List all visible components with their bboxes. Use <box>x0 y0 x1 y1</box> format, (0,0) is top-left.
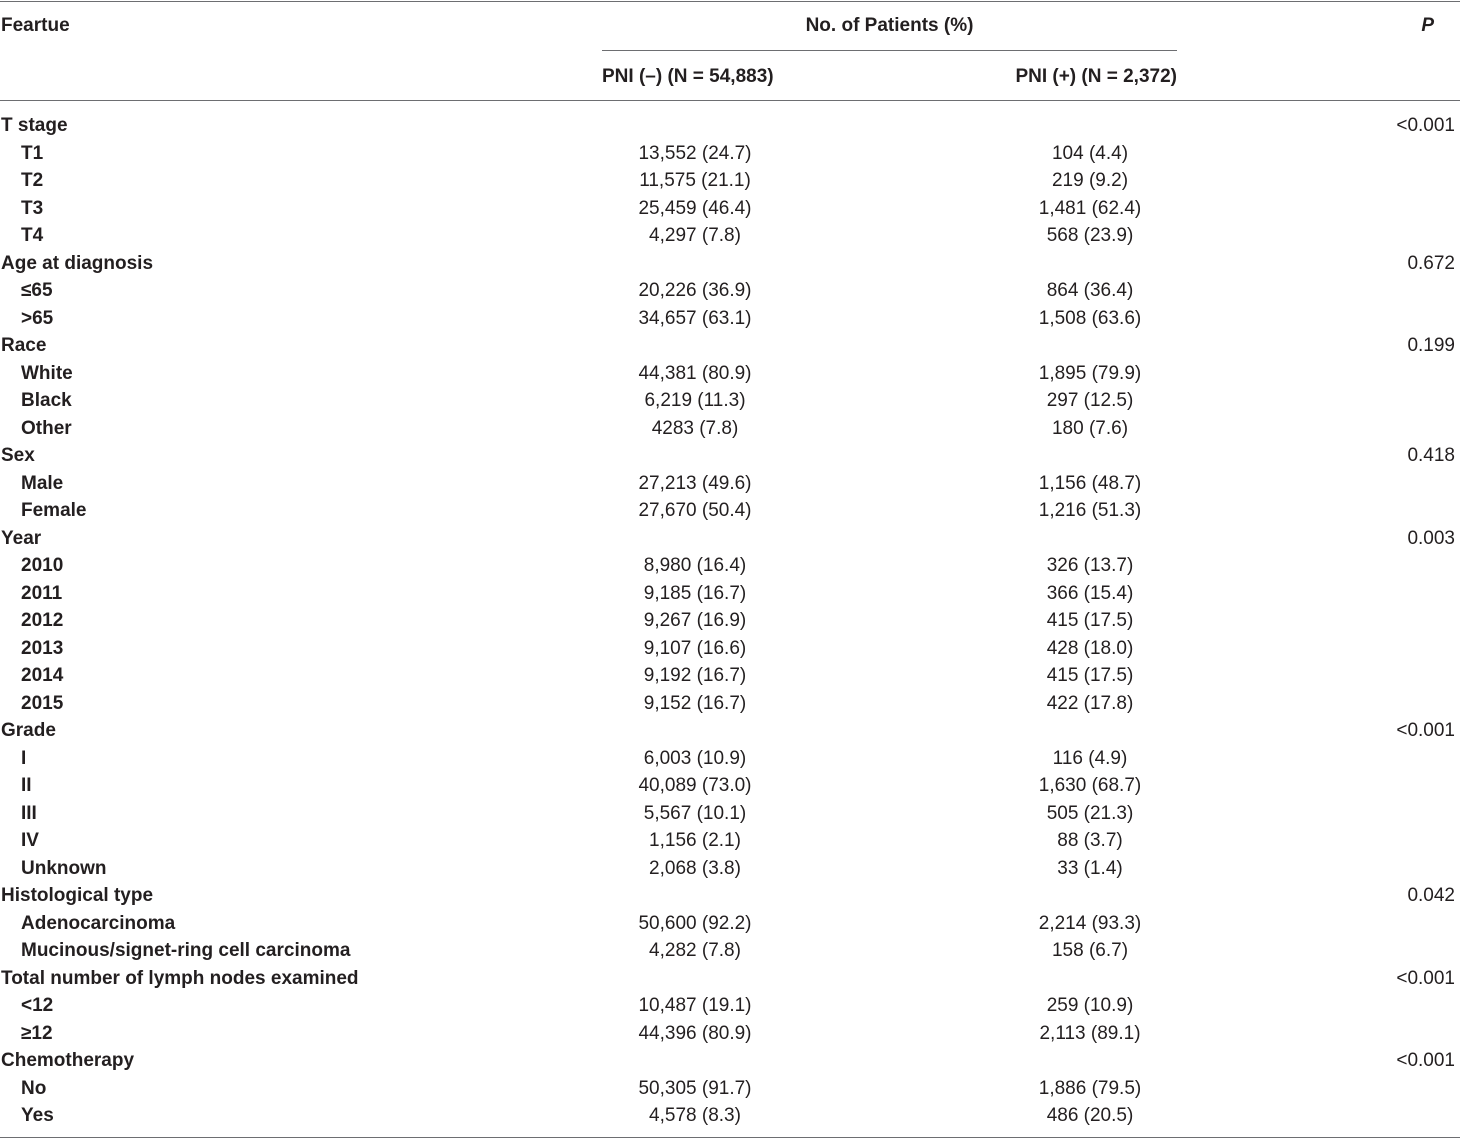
table-group-row <box>0 442 1460 470</box>
feature-cell: 2013 <box>21 637 64 659</box>
table-row <box>0 277 1460 305</box>
feature-cell: T2 <box>21 170 44 191</box>
feature-cell: Yes <box>21 1105 54 1126</box>
pni-negative-cell: 20,226 (36.9) <box>638 280 752 301</box>
pni-negative-cell: 1,156 (2.1) <box>649 830 741 851</box>
table-row <box>0 1102 1460 1130</box>
pni-positive-cell: 415 (17.5) <box>1046 610 1134 631</box>
feature-cell: Unknown <box>21 857 107 879</box>
table-group-row <box>0 1047 1460 1075</box>
feature-cell: Male <box>21 472 64 494</box>
table-row <box>0 415 1460 443</box>
feature-cell: 2014 <box>21 665 64 686</box>
feature-cell: Year <box>1 527 42 549</box>
table-row <box>0 167 1460 195</box>
p-value-cell: <0.001 <box>1396 720 1455 741</box>
feature-cell: II <box>21 775 32 796</box>
pni-negative-cell: 13,552 (24.7) <box>638 142 752 164</box>
pni-negative-cell: 27,670 (50.4) <box>638 500 752 521</box>
feature-cell: ≥12 <box>21 1022 53 1044</box>
feature-cell: Histological type <box>1 885 154 906</box>
pni-negative-cell: 11,575 (21.1) <box>639 170 751 191</box>
pni-positive-cell: 1,630 (68.7) <box>1038 775 1142 796</box>
pni-positive-cell: 219 (9.2) <box>1051 170 1129 191</box>
feature-cell: T4 <box>21 225 44 246</box>
pni-negative-cell: 2,068 (3.8) <box>649 857 741 879</box>
pni-positive-cell: 422 (17.8) <box>1046 692 1134 714</box>
pni-positive-cell: 1,156 (48.7) <box>1038 472 1142 494</box>
table-group-row <box>0 882 1460 910</box>
table-row <box>0 580 1460 608</box>
pni-negative-cell: 6,003 (10.9) <box>643 747 747 769</box>
table-row <box>0 690 1460 718</box>
feature-cell: Age at diagnosis <box>1 252 154 274</box>
pni-negative-cell: 34,657 (63.1) <box>638 307 752 329</box>
pni-negative-cell: 10,487 (19.1) <box>638 995 752 1016</box>
table-row <box>0 800 1460 828</box>
pni-positive-cell: 428 (18.0) <box>1046 637 1134 659</box>
table-group-row <box>0 332 1460 360</box>
feature-cell: T stage <box>1 115 68 136</box>
table-group-row <box>0 250 1460 278</box>
table-row <box>0 662 1460 690</box>
feature-cell: <12 <box>21 995 54 1016</box>
feature-cell: T1 <box>21 142 44 164</box>
pni-positive-cell: 88 (3.7) <box>1057 830 1123 851</box>
pni-negative-cell: 44,396 (80.9) <box>638 1022 752 1044</box>
table-body <box>0 112 1460 1130</box>
p-value-cell: <0.001 <box>1396 115 1455 136</box>
header-pni-negative: PNI (–) (N = 54,883) <box>602 66 774 87</box>
pni-negative-cell: 9,107 (16.6) <box>643 637 747 659</box>
pni-positive-cell: 180 (7.6) <box>1051 417 1129 439</box>
p-value-cell: 0.672 <box>1407 252 1455 274</box>
table-group-row <box>0 965 1460 993</box>
p-value-cell: 0.003 <box>1407 527 1455 549</box>
feature-cell: Race <box>1 335 47 356</box>
table-group-row <box>0 717 1460 745</box>
feature-cell: Sex <box>1 445 35 466</box>
table-group-row <box>0 525 1460 553</box>
pni-negative-cell: 8,980 (16.4) <box>643 555 747 576</box>
table-row <box>0 222 1460 250</box>
table-row <box>0 305 1460 333</box>
table-row <box>0 1020 1460 1048</box>
pni-positive-cell: 259 (10.9) <box>1046 995 1134 1016</box>
pni-positive-cell: 326 (13.7) <box>1046 555 1134 576</box>
table-row <box>0 607 1460 635</box>
pni-positive-cell: 33 (1.4) <box>1057 857 1123 879</box>
table-group-row <box>0 112 1460 140</box>
pni-negative-cell: 50,305 (91.7) <box>638 1077 752 1099</box>
pni-negative-cell: 50,600 (92.2) <box>638 912 752 934</box>
table-row <box>0 635 1460 663</box>
pni-negative-cell: 4,578 (8.3) <box>649 1105 741 1126</box>
feature-cell: Grade <box>1 720 56 741</box>
pni-negative-cell: 4,282 (7.8) <box>649 940 741 961</box>
pni-negative-cell: 4,297 (7.8) <box>649 225 741 246</box>
header-p-value: P <box>1421 15 1434 36</box>
pni-positive-cell: 1,508 (63.6) <box>1038 307 1142 329</box>
table-row <box>0 497 1460 525</box>
pni-negative-cell: 25,459 (46.4) <box>638 197 752 219</box>
feature-cell: 2010 <box>21 555 64 576</box>
feature-cell: III <box>21 802 37 824</box>
feature-cell: Female <box>21 500 87 521</box>
pni-positive-cell: 568 (23.9) <box>1046 225 1134 246</box>
table-row <box>0 937 1460 965</box>
pni-positive-cell: 415 (17.5) <box>1046 665 1134 686</box>
feature-cell: Adenocarcinoma <box>21 912 176 934</box>
p-value-cell: 0.199 <box>1407 335 1455 356</box>
feature-cell: Total number of lymph nodes examined <box>1 967 359 989</box>
feature-cell: ≤65 <box>21 280 53 301</box>
pni-negative-cell: 44,381 (80.9) <box>638 362 752 384</box>
feature-cell: Black <box>21 390 72 411</box>
p-value-cell: 0.418 <box>1407 445 1455 466</box>
feature-cell: 2011 <box>21 582 63 604</box>
table-row <box>0 195 1460 223</box>
p-value-cell: <0.001 <box>1396 1050 1455 1071</box>
feature-cell: 2015 <box>21 692 64 714</box>
pni-negative-cell: 40,089 (73.0) <box>638 775 752 796</box>
pni-positive-cell: 2,113 (89.1) <box>1039 1022 1141 1044</box>
table-row <box>0 360 1460 388</box>
pni-negative-cell: 27,213 (49.6) <box>638 472 752 494</box>
pni-positive-cell: 864 (36.4) <box>1046 280 1134 301</box>
header-span-rule <box>602 50 1177 51</box>
pni-positive-cell: 486 (20.5) <box>1046 1105 1134 1126</box>
pni-negative-cell: 5,567 (10.1) <box>643 802 747 824</box>
feature-cell: Chemotherapy <box>1 1050 135 1071</box>
pni-positive-cell: 366 (15.4) <box>1046 582 1134 604</box>
table-row <box>0 772 1460 800</box>
pni-negative-cell: 9,152 (16.7) <box>643 692 747 714</box>
table-row <box>0 552 1460 580</box>
feature-cell: Mucinous/signet-ring cell carcinoma <box>21 940 351 961</box>
table-row <box>0 387 1460 415</box>
table-row <box>0 992 1460 1020</box>
pni-negative-cell: 6,219 (11.3) <box>644 390 746 411</box>
table-row <box>0 827 1460 855</box>
pni-positive-cell: 104 (4.4) <box>1051 142 1129 164</box>
feature-cell: IV <box>21 830 39 851</box>
pni-negative-cell: 9,267 (16.9) <box>643 610 747 631</box>
table-row <box>0 1075 1460 1103</box>
pni-positive-cell: 116 (4.9) <box>1052 747 1128 769</box>
feature-cell: I <box>21 747 27 769</box>
pni-positive-cell: 2,214 (93.3) <box>1038 912 1142 934</box>
header-feature: Feartue <box>1 15 70 36</box>
feature-cell: 2012 <box>21 610 64 631</box>
pni-positive-cell: 297 (12.5) <box>1046 390 1134 411</box>
table-row <box>0 855 1460 883</box>
feature-cell: Other <box>21 417 72 439</box>
header-pni-positive: PNI (+) (N = 2,372) <box>1015 66 1177 87</box>
pni-negative-cell: 4283 (7.8) <box>651 417 739 439</box>
feature-cell: No <box>21 1077 47 1099</box>
pni-positive-cell: 1,895 (79.9) <box>1038 362 1142 384</box>
p-value-cell: 0.042 <box>1407 885 1455 906</box>
pni-positive-cell: 1,216 (51.3) <box>1038 500 1142 521</box>
table-row <box>0 470 1460 498</box>
pni-positive-cell: 158 (6.7) <box>1051 940 1129 961</box>
table-row <box>0 745 1460 773</box>
table-row <box>0 140 1460 168</box>
table-header-rule <box>0 100 1460 101</box>
pni-positive-cell: 505 (21.3) <box>1046 802 1134 824</box>
feature-cell: White <box>21 362 73 384</box>
pni-positive-cell: 1,886 (79.5) <box>1038 1077 1142 1099</box>
table-bottom-rule <box>0 1137 1460 1138</box>
header-patients-span: No. of Patients (%) <box>805 15 974 36</box>
table-top-rule <box>0 1 1460 2</box>
pni-negative-cell: 9,192 (16.7) <box>643 665 747 686</box>
feature-cell: T3 <box>21 197 44 219</box>
p-value-cell: <0.001 <box>1396 967 1455 989</box>
table-row <box>0 910 1460 938</box>
feature-cell: >65 <box>21 307 54 329</box>
pni-positive-cell: 1,481 (62.4) <box>1038 197 1142 219</box>
pni-negative-cell: 9,185 (16.7) <box>643 582 747 604</box>
